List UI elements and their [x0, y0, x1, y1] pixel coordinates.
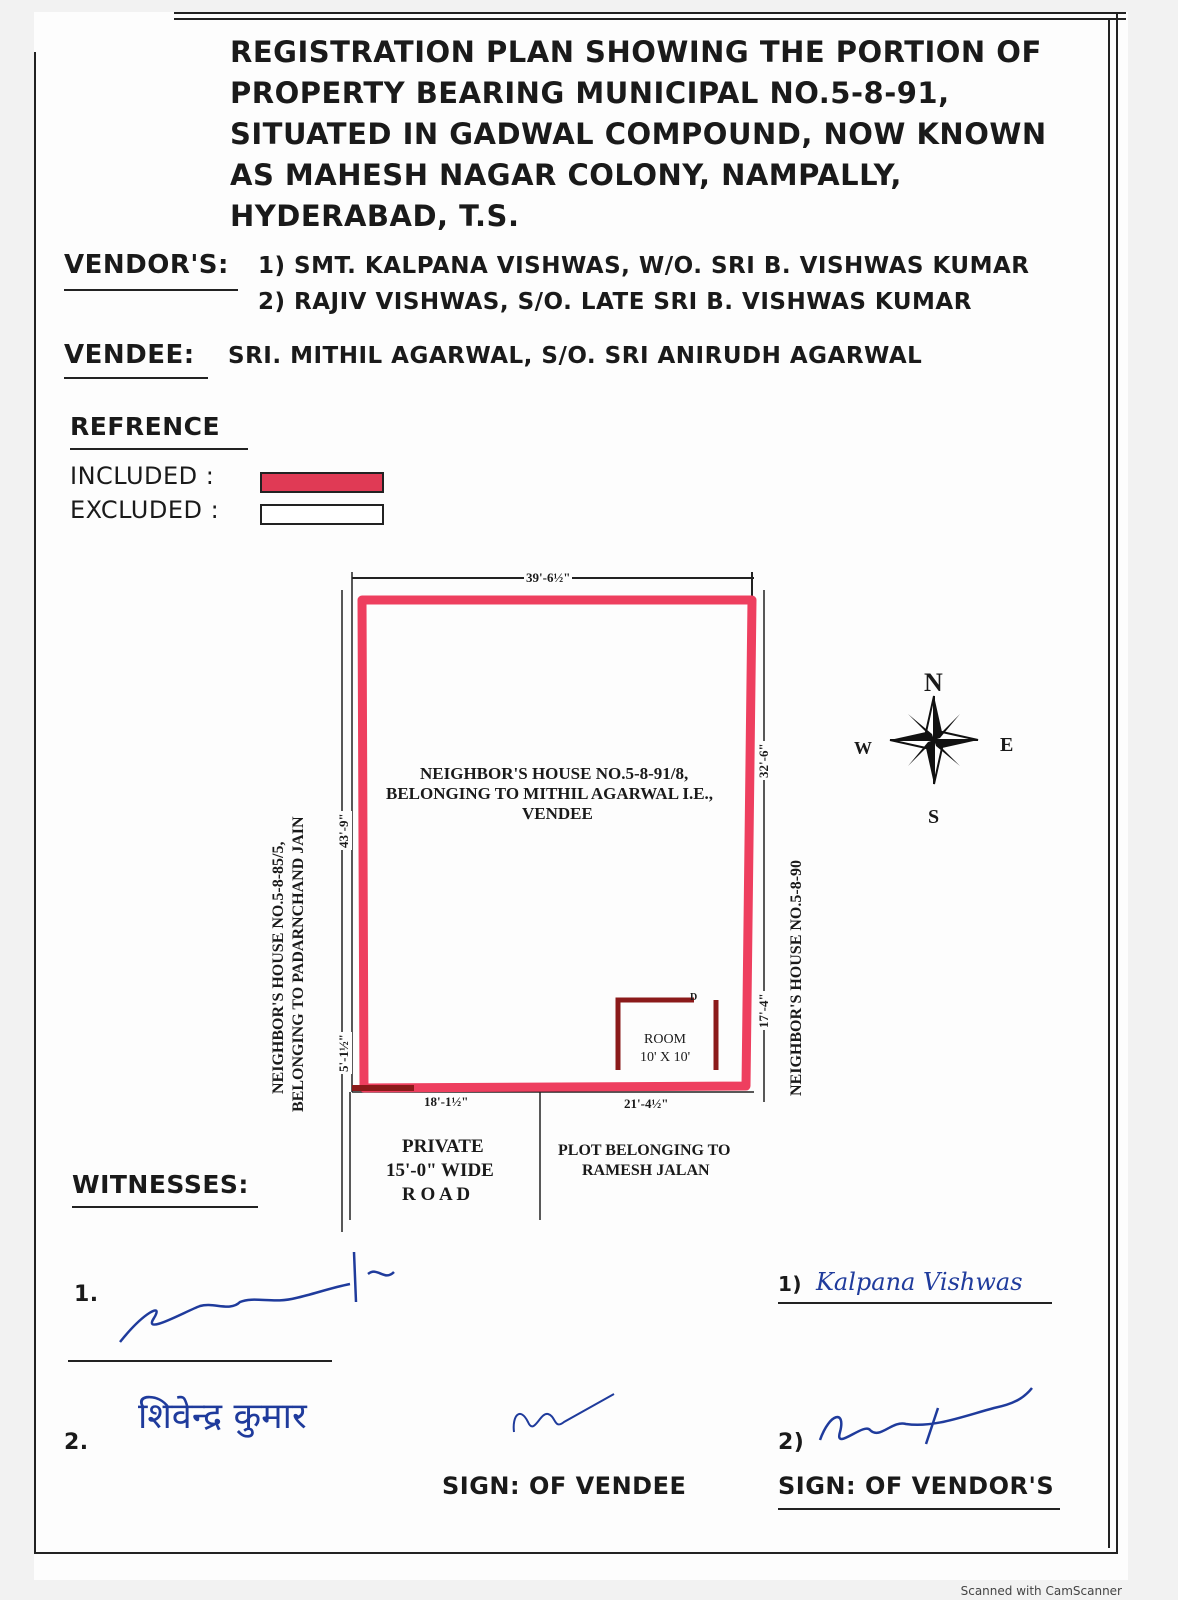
- vendee-signature: [514, 1394, 614, 1432]
- vendor-2: 2) RAJIV VISHWAS, S/O. LATE SRI B. VISHWAS KUMAR: [258, 289, 972, 315]
- witnesses-heading: WITNESSES:: [72, 1170, 249, 1199]
- road-line-1: PRIVATE: [402, 1136, 484, 1157]
- witnesses-underline: [72, 1206, 258, 1208]
- dim-east-lower: 17'-4": [756, 993, 771, 1028]
- dim-top: 39'-6½": [526, 570, 571, 585]
- title-line-1: REGISTRATION PLAN SHOWING THE PORTION OF: [230, 35, 1042, 69]
- compass-star: [890, 696, 978, 784]
- vendor-2-signature: [820, 1388, 1032, 1444]
- compass-east: E: [1000, 734, 1014, 756]
- room-label: ROOM: [644, 1032, 687, 1047]
- vendor-1-line: [778, 1302, 1052, 1304]
- included-label: INCLUDED :: [70, 462, 215, 490]
- compass-south: S: [928, 806, 940, 828]
- east-neighbor: NEIGHBOR'S HOUSE NO.5-8-90: [788, 859, 805, 1096]
- compass-north: N: [924, 668, 943, 697]
- reference-heading: REFRENCE: [70, 412, 221, 441]
- witness-1-number: 1.: [74, 1282, 99, 1307]
- south-plot-line-1: PLOT BELONGING TO: [558, 1142, 731, 1159]
- witness-2-number: 2.: [64, 1430, 89, 1455]
- witness-2-signature: शिवेन्द्र कुमार: [138, 1396, 307, 1437]
- plot-label-line-1: NEIGHBOR'S HOUSE NO.5-8-91/8,: [420, 764, 689, 783]
- road-line-2: 15'-0" WIDE: [386, 1160, 494, 1181]
- title-line-2: PROPERTY BEARING MUNICIPAL NO.5-8-91,: [230, 76, 950, 110]
- plot-boundary: [362, 600, 752, 1088]
- vendee-sign-caption: SIGN: OF VENDEE: [442, 1472, 687, 1500]
- excluded-label: EXCLUDED :: [70, 496, 220, 524]
- scanner-footer: Scanned with CamScanner: [960, 1584, 1122, 1598]
- dim-east-full: 32'-6": [756, 743, 771, 778]
- vendee-name: SRI. MITHIL AGARWAL, S/O. SRI ANIRUDH AGARWAL: [228, 343, 923, 369]
- plot-label-line-3: VENDEE: [522, 804, 593, 823]
- vendor-sign-underline: [778, 1508, 1060, 1510]
- witness-1-line: [68, 1360, 332, 1362]
- compass-west: W: [854, 738, 872, 758]
- south-plot-line-2: RAMESH JALAN: [582, 1162, 710, 1179]
- dim-west-lower: 5'-1½": [336, 1034, 351, 1072]
- road-line-3: R O A D: [402, 1184, 471, 1205]
- dim-south-right: 21'-4½": [624, 1096, 669, 1111]
- plot-label-line-2: BELONGING TO MITHIL AGARWAL I.E.,: [386, 784, 714, 803]
- room-door-marker: D: [690, 992, 698, 1003]
- witness-1-signature: [120, 1252, 394, 1342]
- west-neighbor-line-1: NEIGHBOR'S HOUSE NO.5-8-85/5,: [270, 841, 287, 1094]
- title-line-5: HYDERABAD, T.S.: [230, 199, 520, 233]
- document-sheet: [34, 12, 1128, 1580]
- title-line-4: AS MAHESH NAGAR COLONY, NAMPALLY,: [230, 158, 902, 192]
- title-line-3: SITUATED IN GADWAL COMPOUND, NOW KNOWN: [230, 117, 1047, 151]
- vendor-1-prefix: 1): [778, 1272, 803, 1296]
- vendor-sign-caption: SIGN: OF VENDOR'S: [778, 1472, 1055, 1500]
- vendee-label: VENDEE:: [64, 340, 195, 370]
- room-size: 10' X 10': [640, 1050, 691, 1065]
- dim-west-upper: 43'-9": [336, 813, 351, 848]
- vendor-1: 1) SMT. KALPANA VISHWAS, W/O. SRI B. VISHWAS KUMAR: [258, 253, 1030, 279]
- dim-south-left: 18'-1½": [424, 1094, 469, 1109]
- vendor-2-prefix: 2): [778, 1430, 805, 1455]
- vendor-1-signature: Kalpana Vishwas: [816, 1268, 1023, 1296]
- west-neighbor-line-2: BELONGING TO PADARNCHAND JAIN: [290, 816, 307, 1112]
- vendors-label: VENDOR'S:: [64, 250, 229, 280]
